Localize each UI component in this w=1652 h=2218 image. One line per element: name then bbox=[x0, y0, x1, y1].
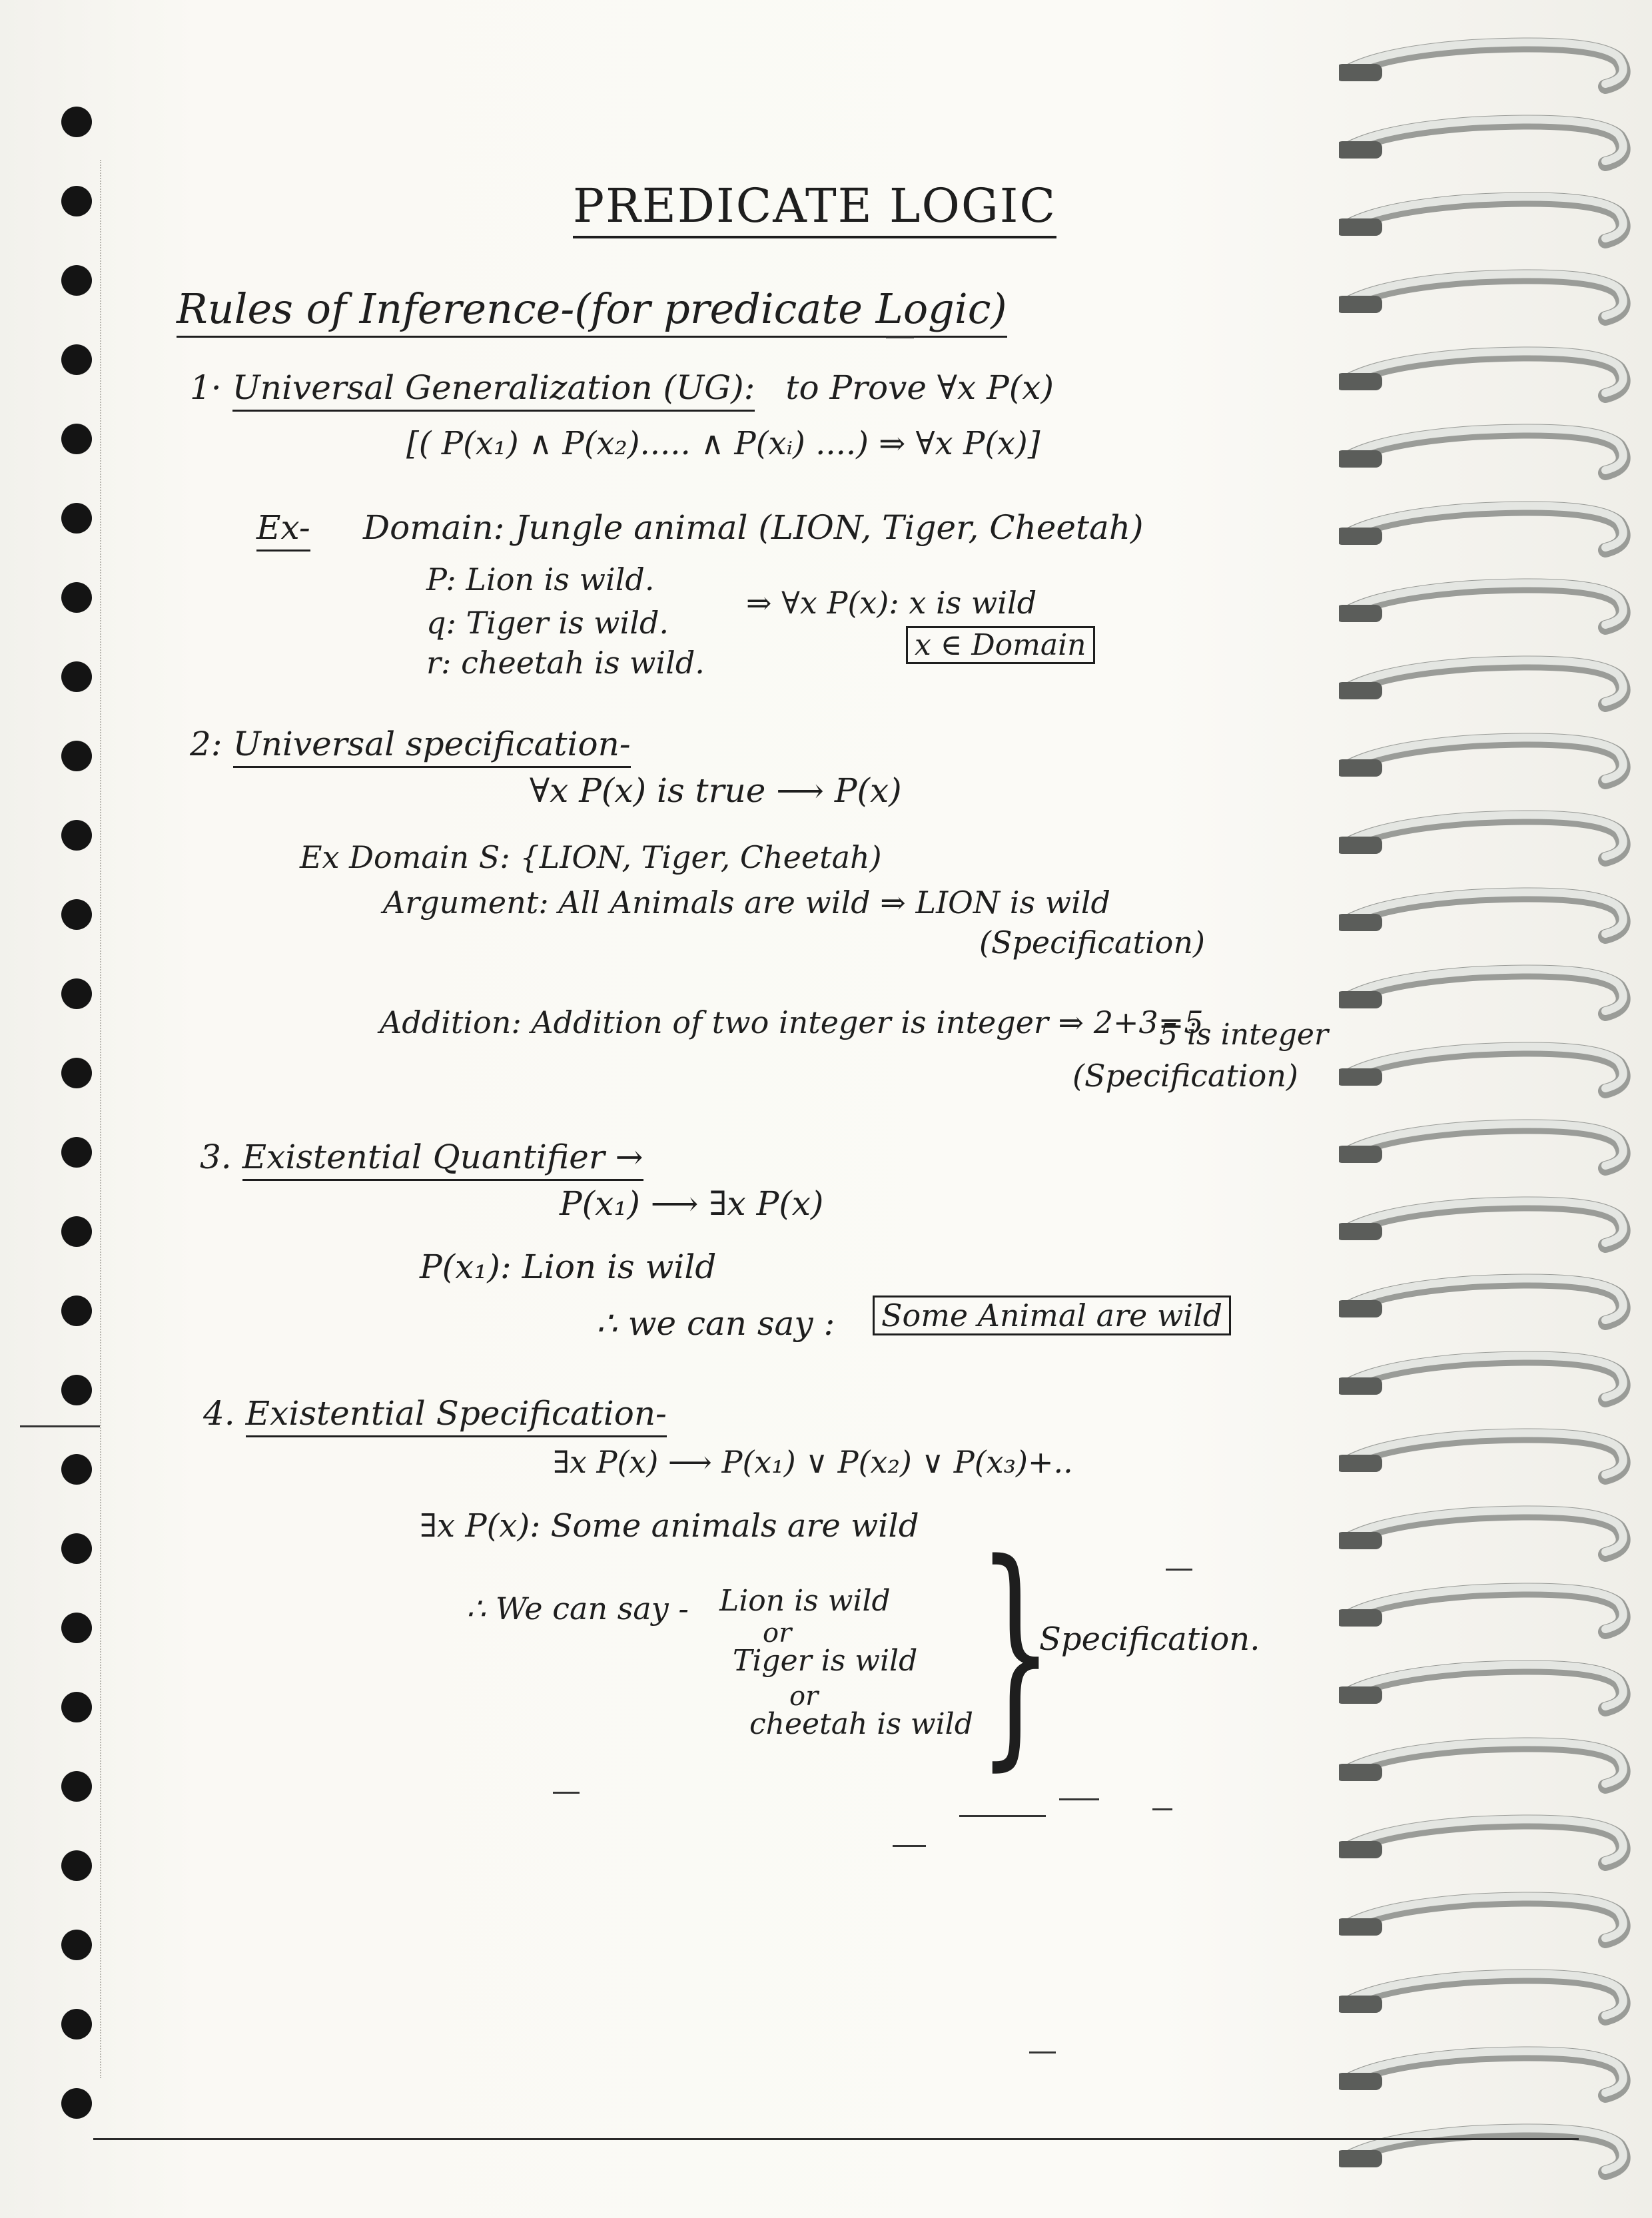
section-ug-domain: Domain: Jungle animal (LION, Tiger, Cheetah) bbox=[363, 508, 1144, 547]
pen-mark bbox=[886, 336, 914, 338]
punch-hole bbox=[61, 186, 92, 216]
punch-hole bbox=[61, 2088, 92, 2119]
premise-p: P: Lion is wild. bbox=[426, 561, 655, 597]
spiral-ring bbox=[1339, 1124, 1623, 1169]
spiral-ring bbox=[1339, 429, 1623, 474]
spiral-ring bbox=[1339, 506, 1623, 551]
rules-heading-text: Rules of Inference-(for predicate Logic) bbox=[177, 284, 1007, 338]
section-eq-example: P(x₁): Lion is wild bbox=[420, 1248, 717, 1286]
spiral-ring bbox=[1339, 1279, 1623, 1323]
or-1: or bbox=[763, 1618, 792, 1649]
section-eq-name: Existential Quantifier → bbox=[242, 1138, 643, 1181]
section-es-formula: ∃x P(x) ⟶ P(x₁) ∨ P(x₂) ∨ P(x₃)+.. bbox=[553, 1444, 1073, 1480]
pen-mark bbox=[1029, 2051, 1056, 2053]
spiral-ring bbox=[1339, 1202, 1623, 1246]
spiral-ring bbox=[1339, 661, 1623, 705]
punch-hole bbox=[61, 1137, 92, 1168]
punch-hole bbox=[61, 265, 92, 296]
punch-hole bbox=[61, 1216, 92, 1247]
domain-box bbox=[906, 629, 1095, 661]
spiral-ring bbox=[1339, 1820, 1623, 1864]
punch-hole bbox=[61, 661, 92, 692]
punch-hole bbox=[61, 344, 92, 375]
pen-mark bbox=[1059, 1798, 1099, 1800]
section-us-number: 2: bbox=[190, 725, 222, 763]
punch-hole bbox=[61, 1533, 92, 1564]
spiral-ring bbox=[1339, 2051, 1623, 2096]
spiral-ring bbox=[1339, 970, 1623, 1014]
pen-mark bbox=[553, 1792, 580, 1794]
spiral-ring bbox=[1339, 893, 1623, 937]
section-eq-header bbox=[200, 1139, 643, 1176]
section-es-example: ∃x P(x): Some animals are wild bbox=[420, 1507, 919, 1545]
punch-hole bbox=[61, 1613, 92, 1643]
section-us-addition-note: (Specification) bbox=[1072, 1058, 1298, 1094]
option-tiger: Tiger is wild bbox=[733, 1644, 918, 1678]
section-ug-goal: to Prove ∀x P(x) bbox=[785, 368, 1054, 407]
section-us-argument-note: (Specification) bbox=[979, 924, 1205, 960]
punch-hole bbox=[61, 1375, 92, 1405]
section-us-addition: Addition: Addition of two integer is integer ⇒ 2+3=5 bbox=[380, 1004, 1204, 1040]
section-es-number: 4. bbox=[203, 1394, 235, 1433]
punch-hole bbox=[61, 978, 92, 1009]
pen-mark bbox=[20, 1425, 100, 1427]
punch-hole bbox=[61, 1771, 92, 1802]
section-eq-we-can-say: ∴ we can say : bbox=[596, 1304, 835, 1343]
section-es-name: Existential Specification- bbox=[246, 1394, 667, 1437]
section-es-header bbox=[203, 1395, 667, 1432]
section-eq-result-box bbox=[873, 1299, 1231, 1333]
page-title: PREDICATE LOGIC bbox=[573, 179, 1056, 238]
spiral-ring bbox=[1339, 120, 1623, 165]
spiral-ring bbox=[1339, 197, 1623, 242]
punch-hole bbox=[61, 899, 92, 930]
punch-hole bbox=[61, 1692, 92, 1722]
punch-hole bbox=[61, 1058, 92, 1088]
section-ug-header bbox=[190, 370, 1054, 406]
punch-hole bbox=[61, 2009, 92, 2039]
spiral-ring bbox=[1339, 2129, 1623, 2173]
margin-line bbox=[100, 160, 101, 2078]
section-ug-formula: [( P(x₁) ∧ P(x₂)..... ∧ P(xᵢ) ....) ⇒ ∀x P(x)] bbox=[406, 425, 1040, 462]
section-ug-number: 1· bbox=[190, 368, 222, 407]
punch-hole bbox=[61, 424, 92, 454]
punch-hole bbox=[61, 741, 92, 771]
spiral-ring bbox=[1339, 1588, 1623, 1633]
pen-mark bbox=[1152, 1808, 1172, 1810]
spiral-ring bbox=[1339, 1433, 1623, 1478]
option-cheetah: cheetah is wild bbox=[749, 1707, 973, 1741]
spiral-ring bbox=[1339, 738, 1623, 783]
section-us-formula: ∀x P(x) is true ⟶ P(x) bbox=[530, 771, 902, 810]
spiral-ring bbox=[1339, 583, 1623, 628]
section-us-header bbox=[190, 726, 631, 763]
brace-label: Specification. bbox=[1039, 1621, 1260, 1658]
punch-hole bbox=[61, 1295, 92, 1326]
spiral-ring bbox=[1339, 1511, 1623, 1555]
punch-hole bbox=[61, 503, 92, 534]
section-ug-conclusion: ⇒ ∀x P(x): x is wild bbox=[746, 585, 1037, 621]
section-us-domain: Ex Domain S: {LION, Tiger, Cheetah) bbox=[300, 839, 882, 875]
punch-hole bbox=[61, 1930, 92, 1960]
premise-r: r: cheetah is wild. bbox=[426, 645, 705, 681]
pen-mark bbox=[893, 1845, 926, 1847]
punch-hole bbox=[61, 1454, 92, 1485]
spiral-ring bbox=[1339, 815, 1623, 860]
spiral-ring bbox=[1339, 1742, 1623, 1787]
spiral-ring bbox=[1339, 352, 1623, 396]
section-eq-result-text: Some Animal are wild bbox=[873, 1295, 1231, 1335]
spiral-binding bbox=[1339, 0, 1652, 2218]
spiral-ring bbox=[1339, 1897, 1623, 1942]
punch-hole bbox=[61, 1850, 92, 1881]
section-us-name: Universal specification- bbox=[233, 725, 631, 768]
premise-q: q: Tiger is wild. bbox=[426, 605, 669, 641]
spiral-ring bbox=[1339, 1974, 1623, 2019]
ex-label: Ex- bbox=[256, 508, 310, 552]
punch-hole bbox=[61, 582, 92, 613]
section-eq-formula: P(x₁) ⟶ ∃x P(x) bbox=[560, 1184, 824, 1223]
spiral-ring bbox=[1339, 1047, 1623, 1092]
pen-mark bbox=[959, 1815, 1046, 1817]
pen-mark bbox=[1166, 1569, 1192, 1571]
spiral-ring bbox=[1339, 274, 1623, 319]
section-us-addition-result: 5 is integer bbox=[1159, 1018, 1328, 1052]
section-eq-number: 3. bbox=[200, 1138, 232, 1176]
option-lion: Lion is wild bbox=[719, 1584, 891, 1618]
spiral-ring bbox=[1339, 43, 1623, 87]
domain-box-text: x ∈ Domain bbox=[906, 626, 1095, 664]
punch-hole bbox=[61, 820, 92, 851]
section-ug-example-label bbox=[256, 510, 310, 546]
spiral-ring bbox=[1339, 1356, 1623, 1401]
or-2: or bbox=[789, 1681, 819, 1712]
bottom-rule bbox=[93, 2138, 1579, 2140]
punch-hole bbox=[61, 107, 92, 137]
rules-heading bbox=[177, 286, 1007, 332]
section-ug-name: Universal Generalization (UG): bbox=[232, 368, 755, 412]
curly-brace: } bbox=[977, 1512, 1054, 1791]
section-us-argument: Argument: All Animals are wild ⇒ LION is wild bbox=[383, 885, 1110, 921]
section-es-we-can-say: ∴ We can say - bbox=[466, 1591, 689, 1627]
spiral-ring bbox=[1339, 1665, 1623, 1710]
